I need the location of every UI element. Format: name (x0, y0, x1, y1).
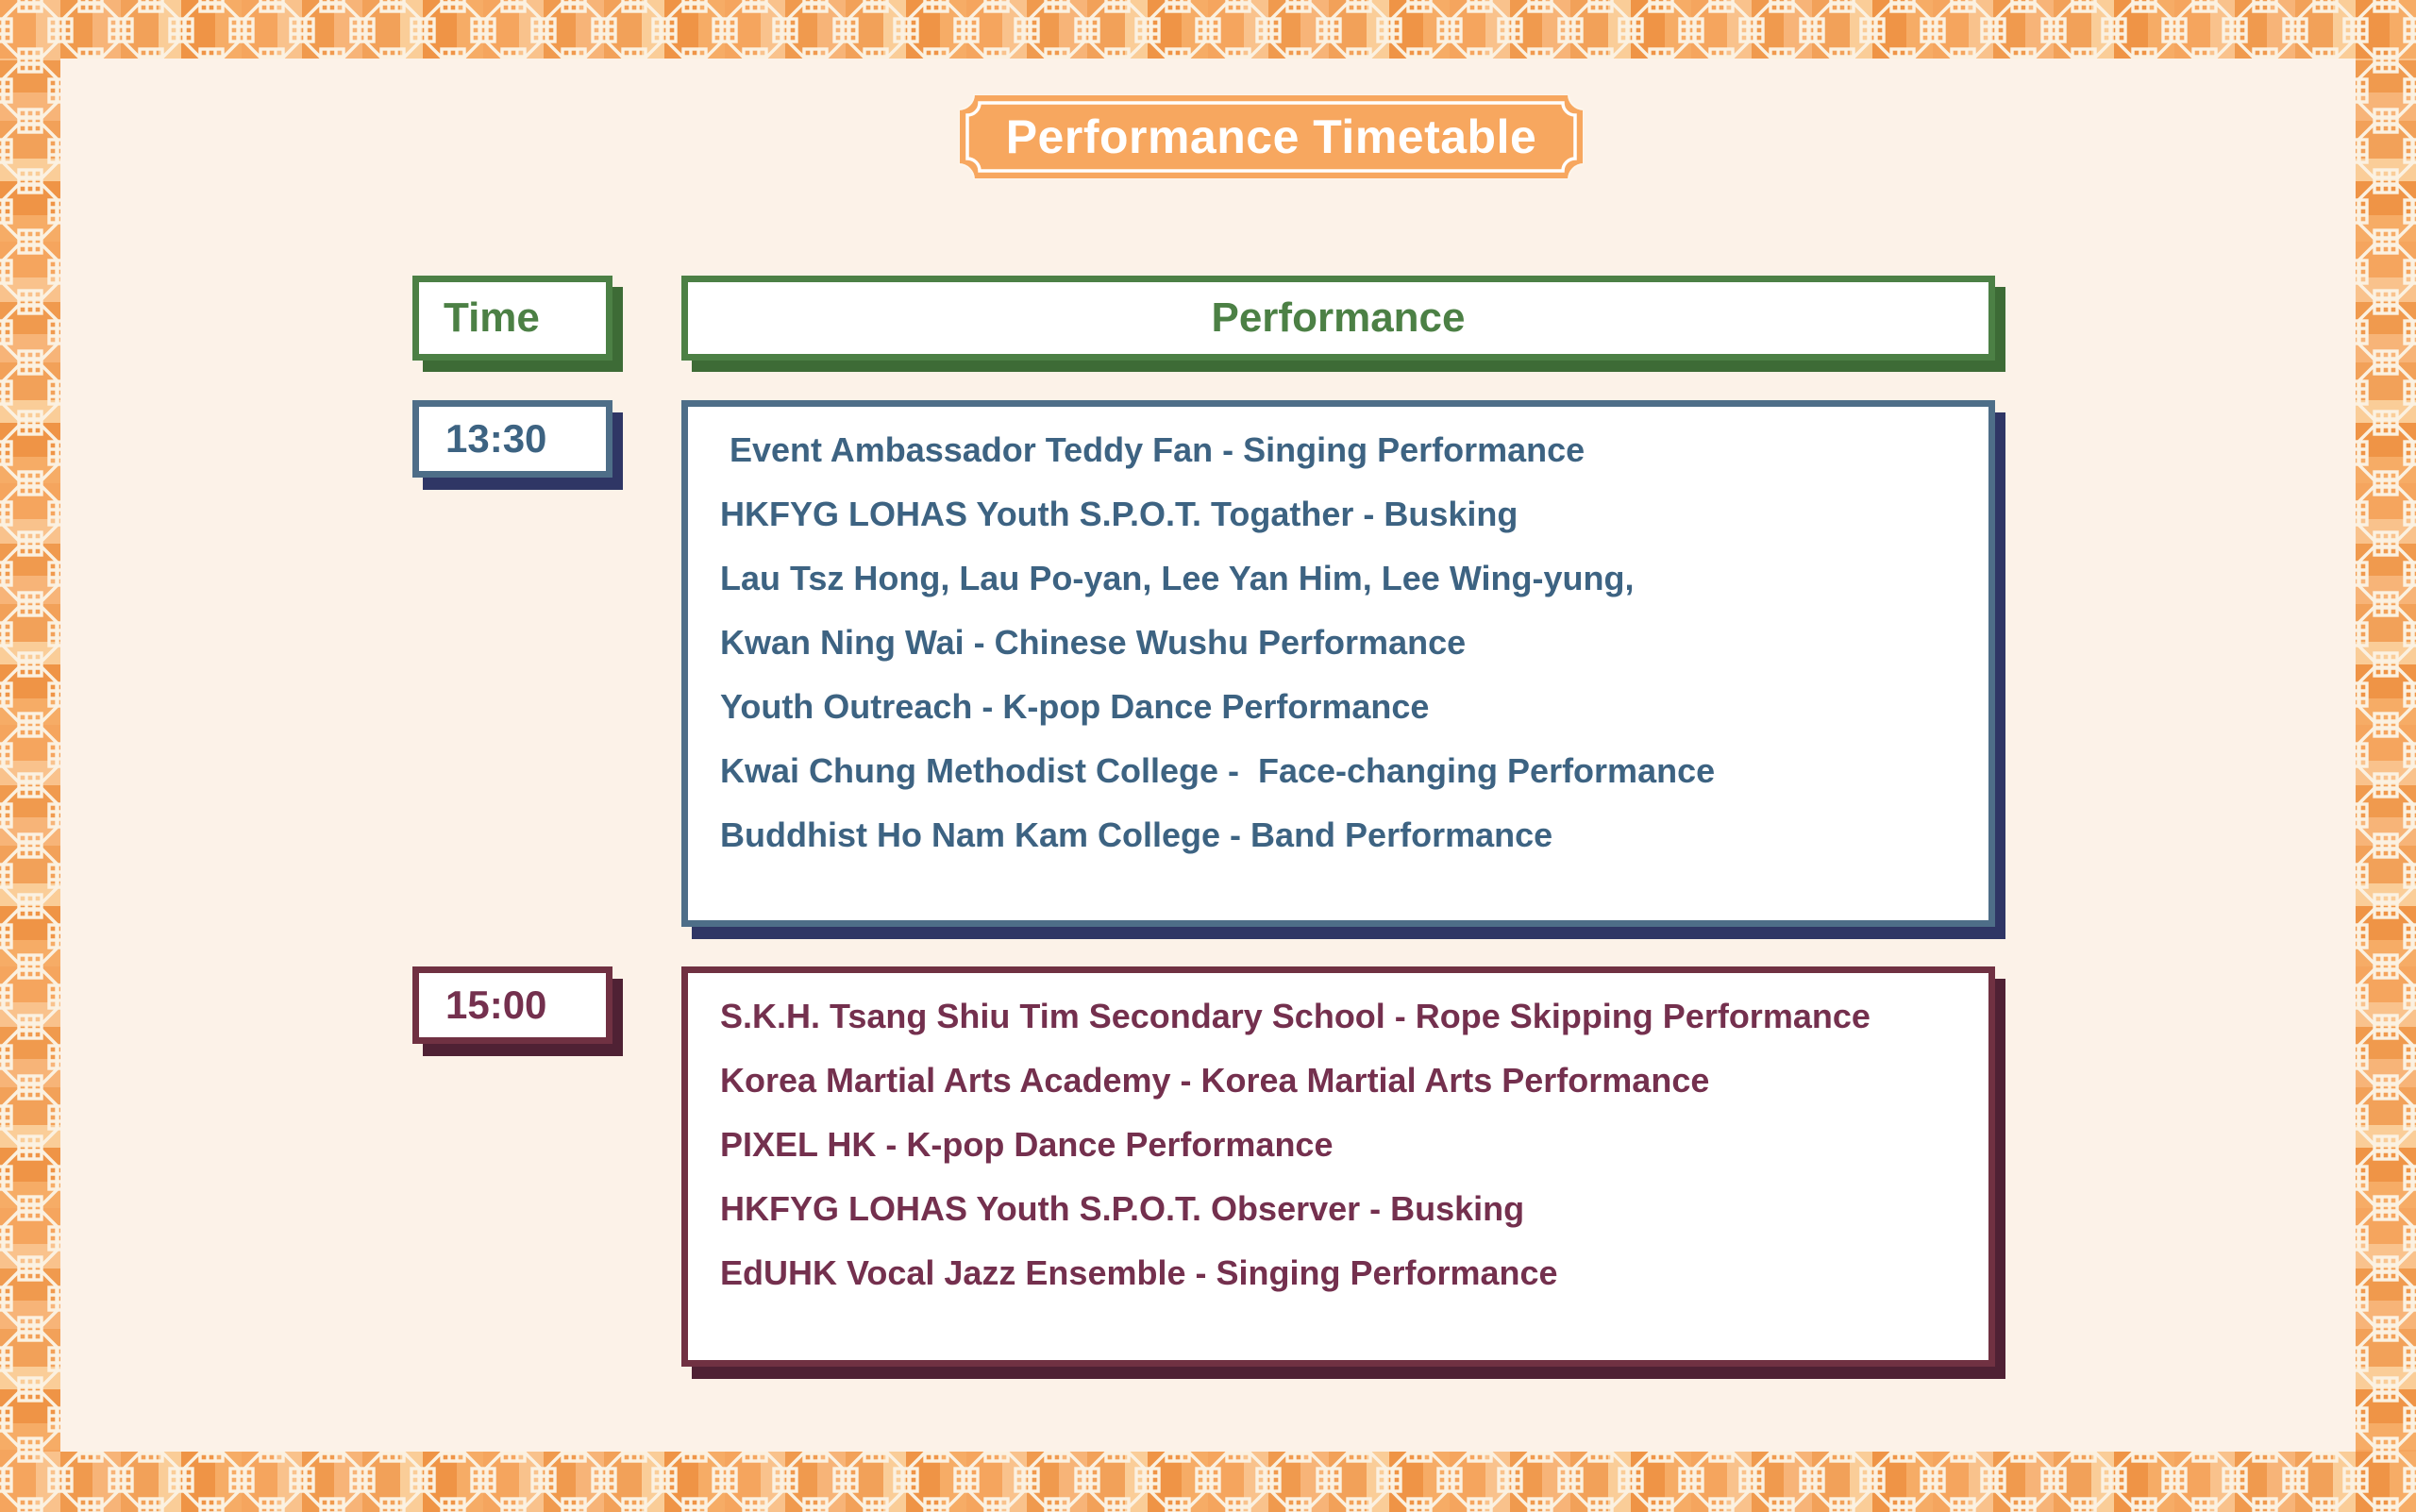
performance-row: Buddhist Ho Nam Kam College - Band Performance (720, 815, 1553, 854)
performance-row: Korea Martial Arts Academy - Korea Martial Arts Performance (720, 1061, 1710, 1100)
performance-list-1500 (681, 966, 1995, 1367)
performance-row: HKFYG LOHAS Youth S.P.O.T. Togather - Busking (720, 495, 1518, 533)
header-time-cell: Time (412, 276, 612, 361)
performance-row: Youth Outreach - K-pop Dance Performance (720, 687, 1430, 726)
page-title: Performance Timetable (1005, 110, 1537, 163)
performance-row: Kwai Chung Methodist College - Face-changing Performance (720, 751, 1716, 790)
performance-row: PIXEL HK - K-pop Dance Performance (720, 1125, 1334, 1164)
performance-row: Lau Tsz Hong, Lau Po-yan, Lee Yan Him, Lee Wing-yung, (720, 559, 1635, 597)
performance-row: Event Ambassador Teddy Fan - Singing Performance (720, 430, 1586, 469)
performance-row: S.K.H. Tsang Shiu Tim Secondary School - Rope Skipping Performance (720, 997, 1871, 1035)
performance-row: EdUHK Vocal Jazz Ensemble - Singing Performance (720, 1253, 1558, 1292)
performance-list-1330 (681, 400, 1995, 927)
title-banner (959, 94, 1584, 179)
performance-row: Kwan Ning Wai - Chinese Wushu Performance (720, 623, 1467, 662)
time-cell-1500: 15:00 (412, 966, 612, 1044)
time-cell-1330: 13:30 (412, 400, 612, 478)
performance-row: HKFYG LOHAS Youth S.P.O.T. Observer - Busking (720, 1189, 1525, 1228)
header-performance-cell: Performance (681, 276, 1995, 361)
